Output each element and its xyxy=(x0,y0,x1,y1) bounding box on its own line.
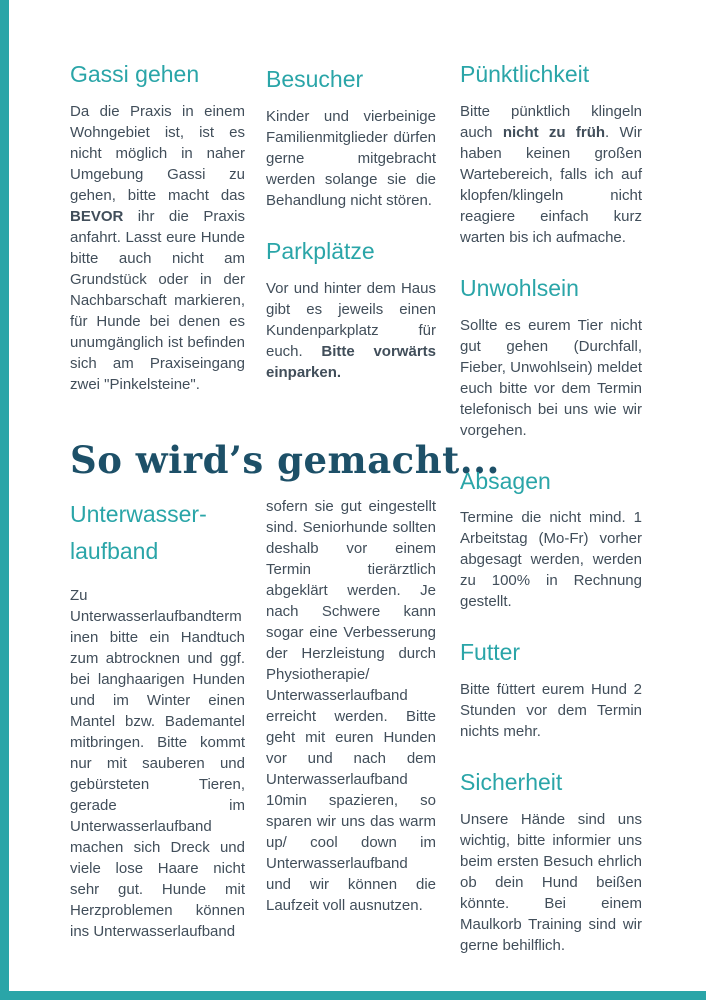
gassi-text-1: Da die Praxis in einem Wohngebiet ist, ist es nicht möglich in naher Umgebung Gassi zu gehen, bitte macht das xyxy=(70,102,245,204)
gassi-gehen-paragraph xyxy=(70,101,245,395)
bottom-row xyxy=(70,496,436,968)
puenktlichkeit-heading: Pünktlichkeit xyxy=(460,61,590,87)
section-gassi-gehen xyxy=(70,60,245,395)
parkplaetze-text-1: Vor und hinter dem Haus gibt es jeweils einen Kundenparkplatz für euch. xyxy=(266,279,436,360)
parkplaetze-heading: Parkplätze xyxy=(266,237,375,264)
page-title: So wird’s gemacht... xyxy=(70,437,500,482)
section-puenktlichkeit xyxy=(460,60,642,248)
bottom-accent-bar xyxy=(0,991,706,1000)
unterwasserlaufband-heading-line2: laufband xyxy=(70,538,159,565)
top-row xyxy=(70,60,436,421)
puenktlichkeit-paragraph xyxy=(460,101,642,248)
puenktlichkeit-text-2: . Wir haben keinen großen Wartebereich, falls ich auf klopfen/klingeln nicht reagiere einfach kurz warten bis ich aufmache. xyxy=(460,123,642,246)
unterwasserlaufband-heading xyxy=(70,496,245,571)
absagen-paragraph: Termine die nicht mind. 1 Arbeitstag (Mo-Fr) vorher abgesagt werden, werden zu 100% in Rechnung gestellt. xyxy=(460,509,642,611)
futter-heading: Futter xyxy=(460,639,521,666)
section-futter xyxy=(460,638,642,742)
left-accent-bar xyxy=(0,0,9,1000)
continuation-column xyxy=(266,496,436,916)
parkplaetze-bold: Bitte vorwärts einparken. xyxy=(266,342,436,381)
parkplaetze-paragraph xyxy=(266,278,436,383)
besucher-heading: Besucher xyxy=(266,66,364,92)
section-sicherheit xyxy=(460,768,642,956)
besucher-paragraph: Kinder und vierbeinige Familienmitglieder dürfen gerne mitgebracht werden solange sie die Behandlung nicht stören. xyxy=(266,107,436,209)
section-unterwasserlaufband xyxy=(70,496,245,942)
unterwasserlaufband-heading-line1: Unterwasser- xyxy=(70,501,207,528)
section-unwohlsein xyxy=(460,274,642,441)
unwohlsein-paragraph: Sollte es eurem Tier nicht gut gehen (Durchfall, Fieber, Unwohlsein) meldet euch bitte vor dem Termin telefonisch bei uns wie wir vorgehen. xyxy=(460,316,642,439)
gassi-text-2: ihr die Praxis anfahrt. Lasst eure Hunde bitte auch nicht am Grundstück oder in der Nachbarschaft markieren, für Hunde bei denen es unumgänglich ist befinden sich am Praxiseingang zwei "Pinkelsteine". xyxy=(70,207,245,393)
unterwasserlaufband-paragraph-continued: sofern sie gut eingestellt sind. Seniorhunde sollten deshalb vor einem Termin tierärztlich abgeklärt werden. Je nach Schwere kann sogar eine Verbesserung der Herzleistung durch Physiotherapie/ Unterwasserlaufband erreicht werden. Bitte geht mit euren Hunden vor und nach dem Unterwasserlaufband 10min spazieren, so sparen wir uns das warm up/ cool down im Unterwasserlaufband und wir können die Laufzeit voll ausnutzen. xyxy=(266,498,436,915)
sicherheit-paragraph: Unsere Hände sind uns wichtig, bitte informier uns beim ersten Besuch ehrlich ob dein Hund beißen könnte. Bei einem Maulkorb Training sind wir gerne behilflich. xyxy=(460,810,642,954)
section-absagen xyxy=(460,467,642,613)
puenktlichkeit-bold: nicht zu früh xyxy=(502,123,606,141)
gassi-bold-bevor: BEVOR xyxy=(70,207,124,225)
gassi-gehen-heading: Gassi gehen xyxy=(70,61,200,87)
absagen-heading: Absagen xyxy=(460,467,551,494)
section-besucher xyxy=(266,65,436,211)
sicherheit-heading: Sicherheit xyxy=(460,769,563,795)
right-column xyxy=(460,60,642,968)
unwohlsein-heading: Unwohlsein xyxy=(460,274,579,301)
middle-column xyxy=(266,60,436,383)
unterwasserlaufband-paragraph: Zu Unterwasserlaufbandterminen bitte ein Handtuch zum abtrocknen und ggf. bei langhaarigen Hunden und im Winter einen Mantel bzw. Bademantel mitbringen. Bitte kommt nur mit sauberen und gebürsteten Tieren, gerade im Unterwasserlaufband machen sich Dreck und viele lose Haare nicht sehr gut. Hunde mit Herzproblemen können ins Unterwasserlaufband xyxy=(70,586,245,940)
futter-paragraph: Bitte füttert eurem Hund 2 Stunden vor dem Termin nichts mehr. xyxy=(460,681,642,740)
page-content xyxy=(70,60,644,968)
section-parkplaetze xyxy=(266,237,436,383)
puenktlichkeit-text-1: Bitte pünktlich klingeln auch xyxy=(460,102,642,141)
